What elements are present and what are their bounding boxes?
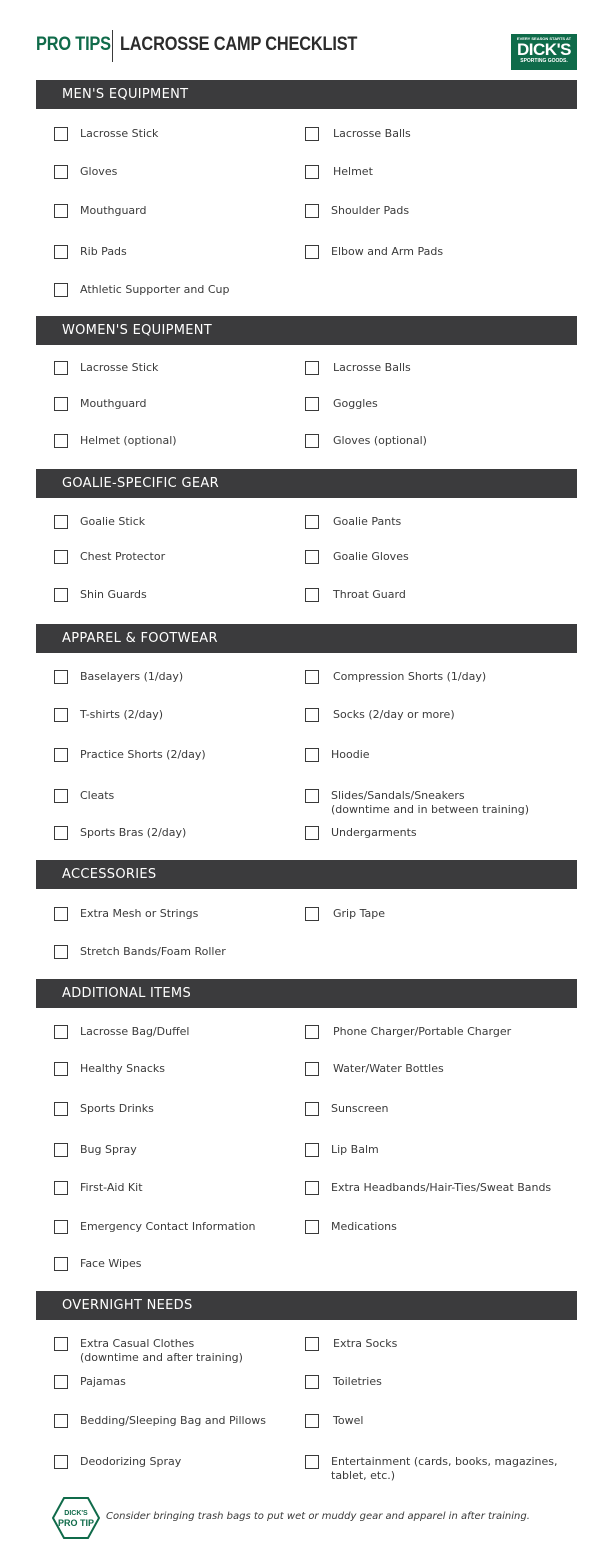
checkbox[interactable]	[54, 1337, 68, 1351]
checkbox[interactable]	[305, 434, 319, 448]
checkbox[interactable]	[305, 1220, 319, 1234]
section-mens-equipment: MEN'S EQUIPMENT	[36, 80, 577, 109]
badge-line1: DICK'S	[64, 1510, 88, 1517]
item-label: Athletic Supporter and Cup	[80, 283, 230, 296]
checkbox[interactable]	[305, 550, 319, 564]
item-label: Bug Spray	[80, 1143, 137, 1156]
item-label: Grip Tape	[333, 907, 385, 920]
logo-subtitle: SPORTING GOODS.	[520, 58, 568, 64]
item-label: Throat Guard	[333, 588, 406, 601]
checkbox[interactable]	[305, 127, 319, 141]
checkbox[interactable]	[305, 204, 319, 218]
checkbox[interactable]	[305, 748, 319, 762]
item-label-line1: Entertainment (cards, books, magazines,	[331, 1455, 558, 1468]
checkbox[interactable]	[305, 361, 319, 375]
checkbox[interactable]	[305, 1025, 319, 1039]
checkbox[interactable]	[54, 204, 68, 218]
item-label: Cleats	[80, 789, 115, 802]
checkbox[interactable]	[54, 1414, 68, 1428]
checkbox[interactable]	[305, 588, 319, 602]
checkbox[interactable]	[305, 1455, 319, 1469]
item-label: Face Wipes	[80, 1257, 142, 1270]
section-goalie-gear: GOALIE-SPECIFIC GEAR	[36, 469, 577, 498]
checkbox[interactable]	[54, 1220, 68, 1234]
checkbox[interactable]	[54, 1455, 68, 1469]
checkbox[interactable]	[305, 1143, 319, 1157]
item-label: Gloves	[80, 165, 118, 178]
section-accessories: ACCESSORIES	[36, 860, 577, 889]
logo-tagline: EVERY SEASON STARTS AT	[516, 36, 572, 41]
checkbox[interactable]	[305, 1181, 319, 1195]
item-label: Sports Bras (2/day)	[80, 826, 187, 839]
item-label: Towel	[333, 1414, 364, 1427]
item-label: Shoulder Pads	[331, 204, 410, 217]
item-label: Gloves (optional)	[333, 434, 427, 447]
checkbox[interactable]	[305, 397, 319, 411]
item-label: Helmet	[333, 165, 373, 178]
checkbox[interactable]	[54, 748, 68, 762]
item-label: Rib Pads	[80, 245, 127, 258]
item-label: Lacrosse Balls	[333, 361, 411, 374]
checkbox[interactable]	[54, 1181, 68, 1195]
item-label: Socks (2/day or more)	[333, 708, 455, 721]
pro-tip-footer	[52, 1496, 582, 1542]
checkbox[interactable]	[54, 361, 68, 375]
checkbox[interactable]	[305, 1062, 319, 1076]
checkbox[interactable]	[305, 1337, 319, 1351]
checkbox[interactable]	[54, 1102, 68, 1116]
item-label: Lacrosse Stick	[80, 127, 159, 140]
checkbox[interactable]	[305, 245, 319, 259]
checkbox[interactable]	[54, 397, 68, 411]
item-label: Goalie Pants	[333, 515, 402, 528]
item-label-line2: (downtime and after training)	[80, 1351, 243, 1364]
checkbox[interactable]	[305, 789, 319, 803]
item-label: Undergarments	[331, 826, 417, 839]
section-overnight-needs: OVERNIGHT NEEDS	[36, 1291, 577, 1320]
item-label: Phone Charger/Portable Charger	[333, 1025, 512, 1038]
item-label: Water/Water Bottles	[333, 1062, 444, 1075]
checkbox[interactable]	[54, 1062, 68, 1076]
item-label	[331, 1455, 558, 1483]
item-label: Sports Drinks	[80, 1102, 154, 1115]
dicks-logo	[511, 34, 577, 70]
checkbox[interactable]	[305, 1102, 319, 1116]
item-label: Extra Headbands/Hair-Ties/Sweat Bands	[331, 1181, 552, 1194]
item-label: Chest Protector	[80, 550, 166, 563]
item-label: First-Aid Kit	[80, 1181, 143, 1194]
section-womens-equipment: WOMEN'S EQUIPMENT	[36, 316, 577, 345]
item-label: Goalie Gloves	[333, 550, 409, 563]
item-label: Shin Guards	[80, 588, 147, 601]
section-additional-items: ADDITIONAL ITEMS	[36, 979, 577, 1008]
item-label: Lacrosse Bag/Duffel	[80, 1025, 190, 1038]
item-label: Deodorizing Spray	[80, 1455, 182, 1468]
item-label: Goggles	[333, 397, 378, 410]
checkbox[interactable]	[54, 550, 68, 564]
checkbox[interactable]	[54, 789, 68, 803]
checkbox[interactable]	[305, 708, 319, 722]
checkbox[interactable]	[54, 945, 68, 959]
item-label: Lacrosse Stick	[80, 361, 159, 374]
item-label: T-shirts (2/day)	[80, 708, 164, 721]
item-label: Pajamas	[80, 1375, 126, 1388]
checkbox[interactable]	[305, 1375, 319, 1389]
checkbox[interactable]	[54, 826, 68, 840]
item-label: Bedding/Sleeping Bag and Pillows	[80, 1414, 267, 1427]
section-apparel-footwear: APPAREL & FOOTWEAR	[36, 624, 577, 653]
item-label: Healthy Snacks	[80, 1062, 165, 1075]
item-label: Elbow and Arm Pads	[331, 245, 444, 258]
checkbox[interactable]	[305, 165, 319, 179]
item-label-line2: (downtime and in between training)	[331, 803, 530, 816]
item-label: Extra Socks	[333, 1337, 398, 1350]
checkbox[interactable]	[54, 1143, 68, 1157]
item-label: Toiletries	[333, 1375, 382, 1388]
item-label: Compression Shorts (1/day)	[333, 670, 487, 683]
checkbox[interactable]	[54, 245, 68, 259]
pro-tip-badge-icon	[52, 1496, 100, 1540]
checkbox[interactable]	[54, 127, 68, 141]
item-label: Practice Shorts (2/day)	[80, 748, 206, 761]
item-label: Medications	[331, 1220, 397, 1233]
checkbox[interactable]	[54, 1025, 68, 1039]
checkbox[interactable]	[54, 283, 68, 297]
item-label: Emergency Contact Information	[80, 1220, 256, 1233]
checkbox[interactable]	[54, 434, 68, 448]
item-label: Hoodie	[331, 748, 370, 761]
item-label: Lacrosse Balls	[333, 127, 411, 140]
item-label-line1: Extra Casual Clothes	[80, 1337, 195, 1350]
page-header	[36, 28, 577, 72]
page-title: LACROSSE CAMP CHECKLIST	[120, 34, 358, 55]
item-label: Stretch Bands/Foam Roller	[80, 945, 226, 958]
item-label: Helmet (optional)	[80, 434, 177, 447]
checkbox[interactable]	[54, 515, 68, 529]
checkbox[interactable]	[54, 708, 68, 722]
item-label: Extra Mesh or Strings	[80, 907, 199, 920]
item-label: Baselayers (1/day)	[80, 670, 184, 683]
checkbox[interactable]	[305, 515, 319, 529]
checkbox[interactable]	[305, 826, 319, 840]
item-label-line1: Slides/Sandals/Sneakers	[331, 789, 465, 802]
checkbox[interactable]	[305, 1414, 319, 1428]
pro-tip-text: Consider bringing trash bags to put wet or muddy gear and apparel in after training.	[106, 1511, 530, 1522]
pro-tips-label: PRO TIPS	[36, 34, 111, 55]
checkbox[interactable]	[54, 670, 68, 684]
item-label: Mouthguard	[80, 204, 147, 217]
checkbox[interactable]	[305, 670, 319, 684]
checkbox[interactable]	[54, 588, 68, 602]
item-label: Lip Balm	[331, 1143, 379, 1156]
checkbox[interactable]	[305, 907, 319, 921]
logo-wordmark: DICK'S	[517, 40, 571, 59]
checkbox[interactable]	[54, 907, 68, 921]
checkbox[interactable]	[54, 1375, 68, 1389]
checkbox[interactable]	[54, 165, 68, 179]
item-label: Mouthguard	[80, 397, 147, 410]
header-divider	[112, 30, 113, 62]
item-label	[331, 789, 529, 817]
badge-line2: PRO TIP	[57, 1518, 95, 1528]
checkbox[interactable]	[54, 1257, 68, 1271]
item-label: Sunscreen	[331, 1102, 389, 1115]
item-label	[80, 1337, 243, 1365]
item-label-line2: tablet, etc.)	[331, 1469, 396, 1482]
item-label: Goalie Stick	[80, 515, 146, 528]
